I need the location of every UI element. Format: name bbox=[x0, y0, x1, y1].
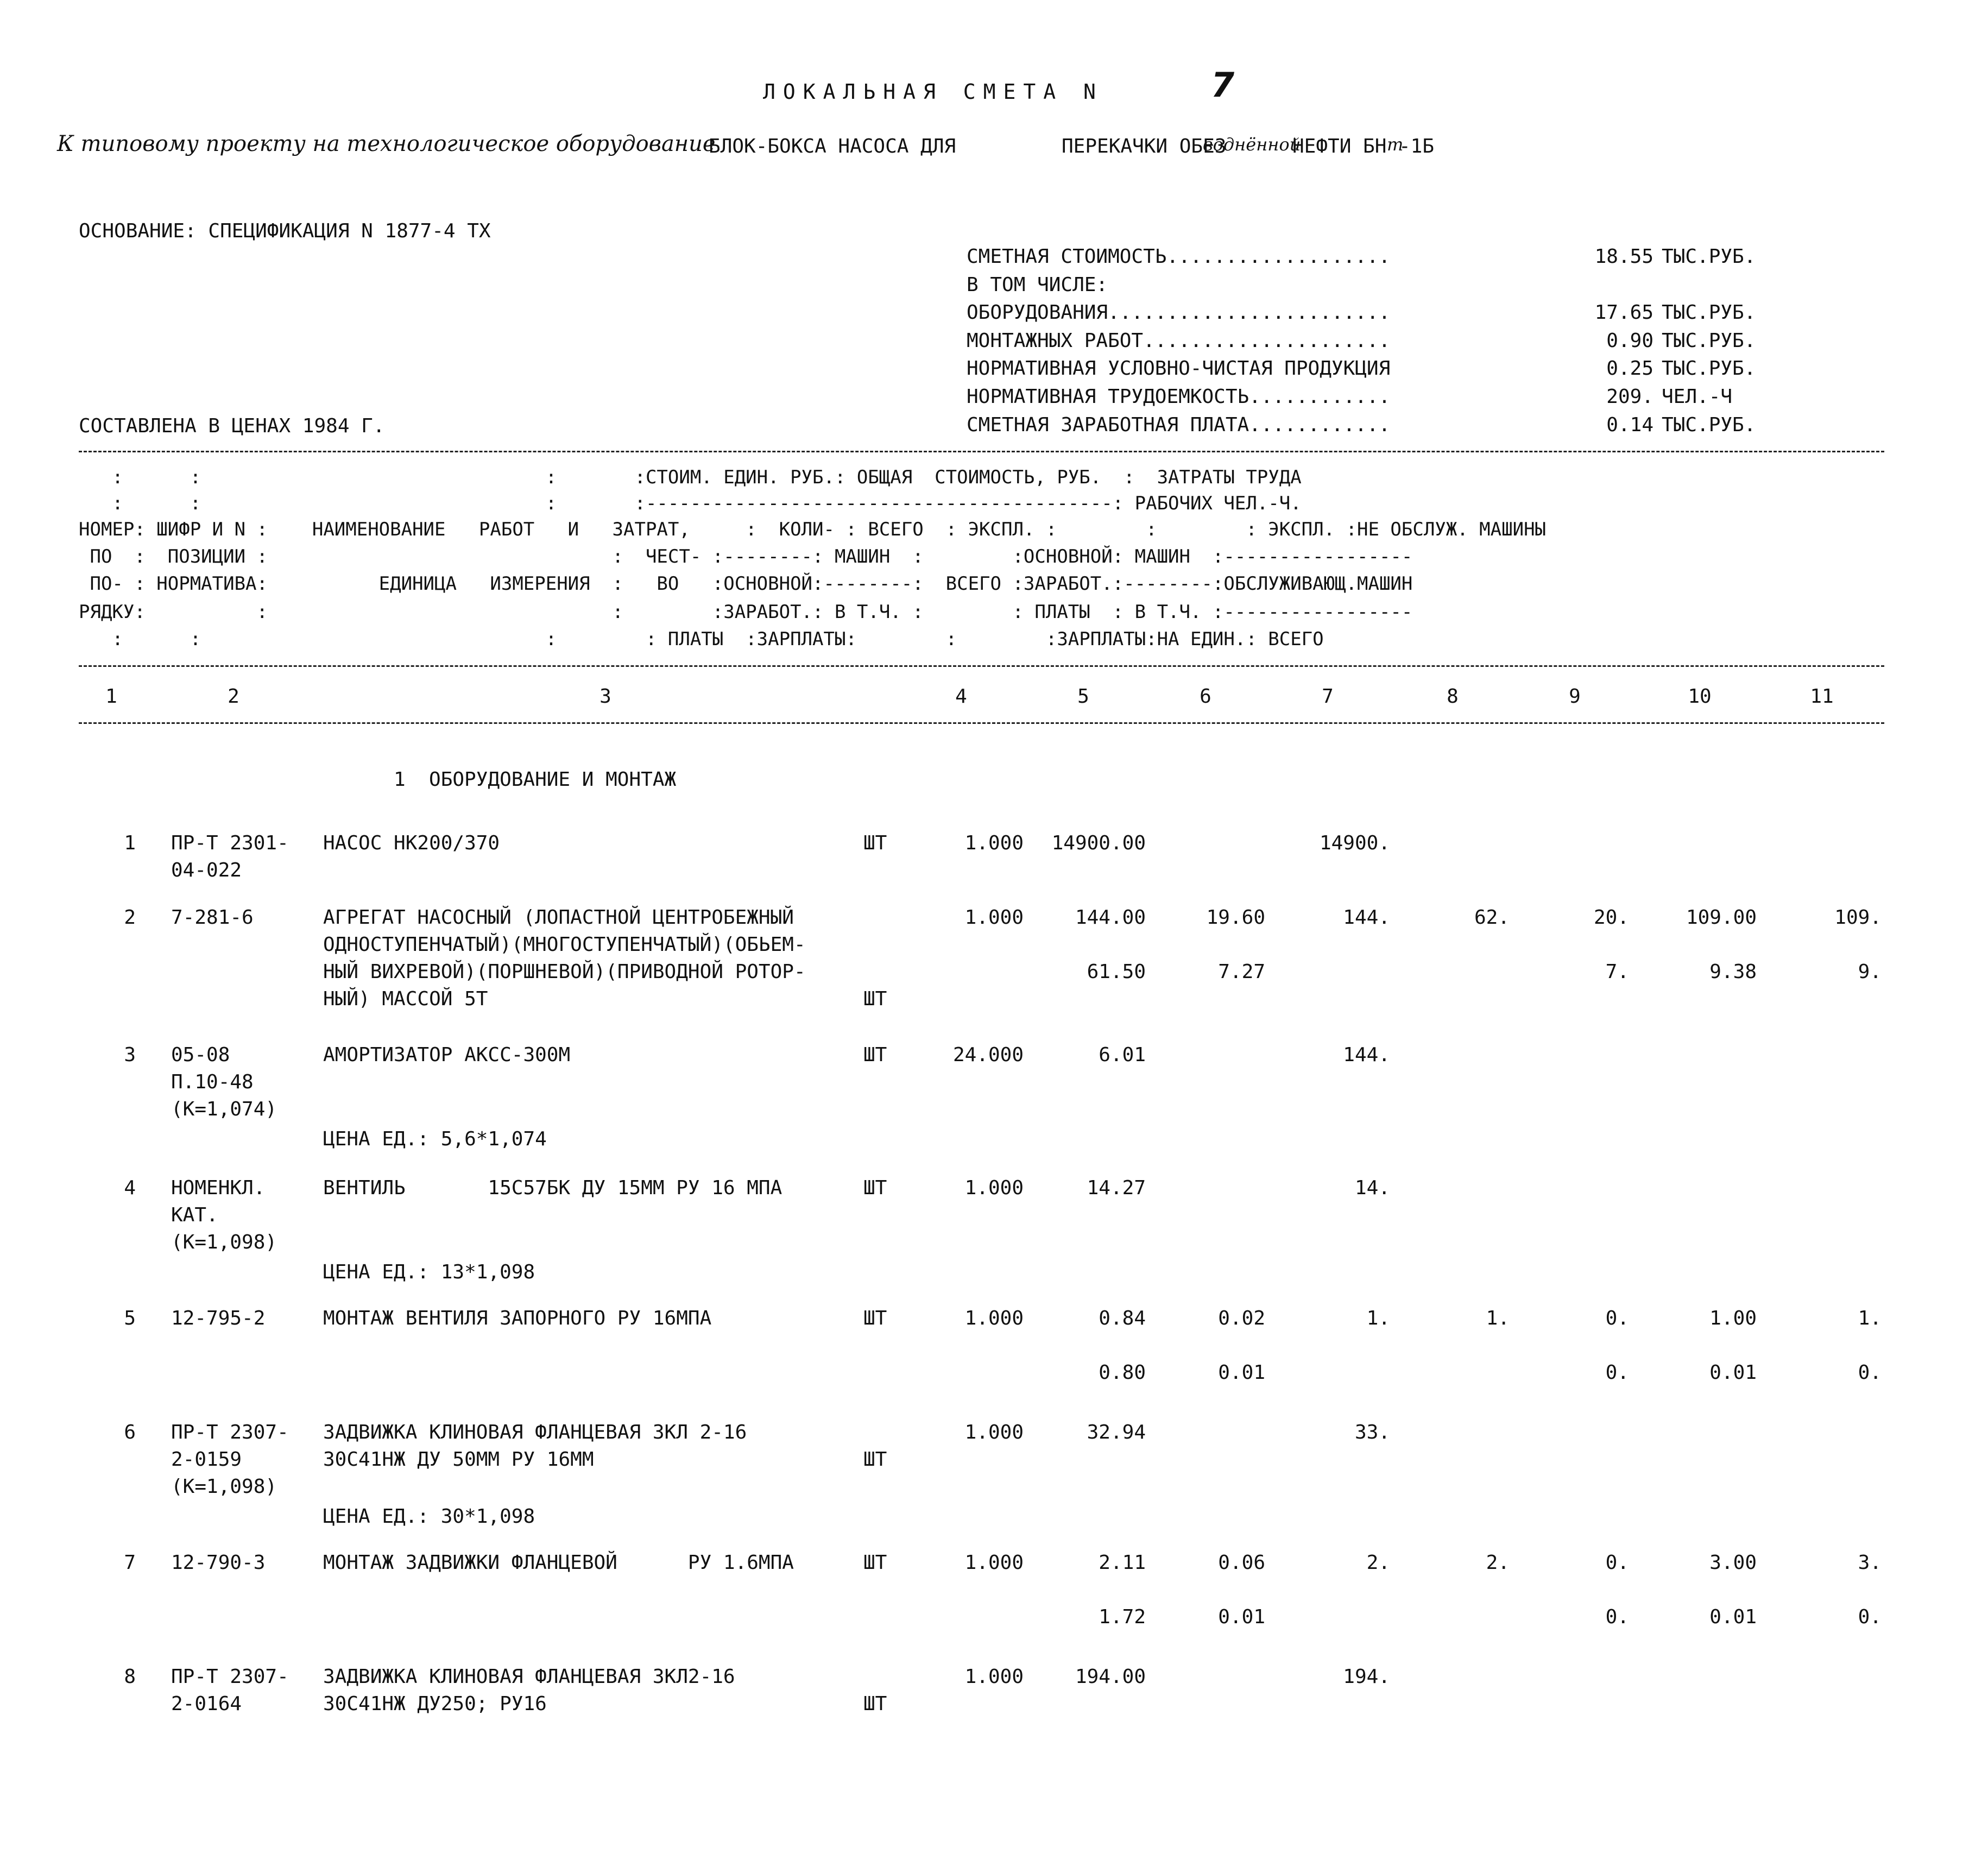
table-header-line: РЯДКУ: : : :ЗАРАБОТ.: В Т.Ч. : : ПЛАТЫ : В Т.Ч. :----------------- bbox=[79, 601, 1413, 623]
col-number: 5 bbox=[1077, 685, 1089, 708]
unit-of-measure: ШТ bbox=[863, 832, 887, 854]
cell-c6-wage: 7.27 bbox=[1218, 961, 1265, 983]
quantity: 1.000 bbox=[964, 1421, 1024, 1443]
cell-c7: 1. bbox=[1366, 1307, 1390, 1329]
summary-unit: ТЫС.РУБ. bbox=[1662, 357, 1756, 380]
section-title: 1 ОБОРУДОВАНИЕ И МОНТАЖ bbox=[394, 768, 677, 791]
quantity: 1.000 bbox=[964, 906, 1024, 929]
norm-code: 2-0159 bbox=[171, 1448, 242, 1471]
table-header-line: : : : : ПЛАТЫ :ЗАРПЛАТЫ: : :ЗАРПЛАТЫ:НА ЕДИН.: ВСЕГО bbox=[79, 628, 1324, 650]
col-number: 3 bbox=[599, 685, 611, 708]
work-name: МОНТАЖ ЗАДВИЖКИ ФЛАНЦЕВОЙ РУ 1.6МПА bbox=[323, 1552, 794, 1574]
summary-unit: ТЫС.РУБ. bbox=[1662, 330, 1756, 352]
cell-c6: 19.60 bbox=[1206, 906, 1265, 929]
work-name: НЫЙ ВИХРЕВОЙ)(ПОРШНЕВОЙ)(ПРИВОДНОЙ РОТОР- bbox=[323, 961, 806, 983]
table-header-line: НОМЕР: ШИФР И N : НАИМЕНОВАНИЕ РАБОТ И ЗАТРАТ, : КОЛИ- : ВСЕГО : ЭКСПЛ. : : : ЭКСПЛ. :НЕ ОБСЛУЖ. МАШИНЫ bbox=[79, 519, 1547, 540]
summary-unit: ТЫС.РУБ. bbox=[1662, 245, 1756, 268]
cell-c5: 194.00 bbox=[1075, 1666, 1146, 1688]
unit-of-measure: ШТ bbox=[863, 1448, 887, 1471]
work-name: МОНТАЖ ВЕНТИЛЯ ЗАПОРНОГО РУ 16МПА bbox=[323, 1307, 712, 1329]
summary-value: 18.55 bbox=[1594, 245, 1653, 268]
cell-c10: 3.00 bbox=[1709, 1552, 1757, 1574]
work-name: АГРЕГАТ НАСОСНЫЙ (ЛОПАСТНОЙ ЦЕНТРОБЕЖНЫЙ bbox=[323, 906, 794, 929]
cell-c7: 14. bbox=[1354, 1177, 1390, 1199]
summary-value: 0.25 bbox=[1606, 357, 1653, 380]
unit-of-measure: ШТ bbox=[863, 1693, 887, 1715]
cell-c11-wage: 0. bbox=[1858, 1606, 1882, 1628]
summary-value: 17.65 bbox=[1594, 301, 1653, 324]
norm-code: П.10-48 bbox=[171, 1071, 254, 1093]
norm-code: 12-790-3 bbox=[171, 1552, 266, 1574]
cell-c10-wage: 9.38 bbox=[1709, 961, 1757, 983]
cell-c10: 109.00 bbox=[1686, 906, 1757, 929]
unit-of-measure: ШТ bbox=[863, 1177, 887, 1199]
basis-line: ОСНОВАНИЕ: СПЕЦИФИКАЦИЯ N 1877-4 ТХ bbox=[79, 220, 491, 242]
col-number: 6 bbox=[1200, 685, 1211, 708]
cell-c8: 1. bbox=[1486, 1307, 1510, 1329]
norm-code: 7-281-6 bbox=[171, 906, 254, 929]
summary-unit: ТЫС.РУБ. bbox=[1662, 414, 1756, 436]
norm-code: НОМЕНКЛ. bbox=[171, 1177, 266, 1199]
cell-c10: 1.00 bbox=[1709, 1307, 1757, 1329]
document-number: 7 bbox=[1211, 65, 1235, 105]
cell-c10-wage: 0.01 bbox=[1709, 1361, 1757, 1384]
row-number: 7 bbox=[124, 1552, 136, 1574]
summary-label: СМЕТНАЯ СТОИМОСТЬ................... bbox=[967, 245, 1391, 268]
cell-c7: 144. bbox=[1343, 906, 1390, 929]
cell-c9: 0. bbox=[1605, 1552, 1629, 1574]
cell-c7: 14900. bbox=[1319, 832, 1390, 854]
cell-c10-wage: 0.01 bbox=[1709, 1606, 1757, 1628]
row-number: 2 bbox=[124, 906, 136, 929]
cell-c9-wage: 7. bbox=[1605, 961, 1629, 983]
cell-c9: 20. bbox=[1593, 906, 1629, 929]
col-number: 10 bbox=[1688, 685, 1712, 708]
cell-c6-wage: 0.01 bbox=[1218, 1606, 1265, 1628]
col-number: 11 bbox=[1810, 685, 1834, 708]
unit-of-measure: ШТ bbox=[863, 1552, 887, 1574]
cell-c5: 6.01 bbox=[1099, 1044, 1146, 1066]
cell-c11: 109. bbox=[1834, 906, 1882, 929]
table-header-line: : : : :СТОИМ. ЕДИН. РУБ.: ОБЩАЯ СТОИМОСТЬ, РУБ. : ЗАТРАТЫ ТРУДА bbox=[79, 466, 1302, 488]
cell-c5: 32.94 bbox=[1087, 1421, 1146, 1443]
summary-label: НОРМАТИВНАЯ ТРУДОЕМКОСТЬ............ bbox=[967, 386, 1391, 408]
summary-label: ОБОРУДОВАНИЯ........................ bbox=[967, 301, 1391, 324]
cell-c9: 0. bbox=[1605, 1307, 1629, 1329]
quantity: 1.000 bbox=[964, 1177, 1024, 1199]
project-handwritten-b: воднённой bbox=[1203, 134, 1301, 155]
cell-c6-wage: 0.01 bbox=[1218, 1361, 1265, 1384]
row-number: 3 bbox=[124, 1044, 136, 1066]
cell-c8: 2. bbox=[1486, 1552, 1510, 1574]
table-header-line: ПО- : НОРМАТИВА: ЕДИНИЦА ИЗМЕРЕНИЯ : ВО :ОСНОВНОЙ:--------: ВСЕГО :ЗАРАБОТ.:--------:ОБСЛУЖИВАЮЩ.МАШИН bbox=[79, 573, 1413, 595]
cell-c7: 194. bbox=[1343, 1666, 1390, 1688]
cell-c7: 33. bbox=[1354, 1421, 1390, 1443]
project-typed-b: ПЕРЕКАЧКИ ОБЕЗ bbox=[1062, 135, 1227, 157]
work-name: НАСОС НК200/370 bbox=[323, 832, 500, 854]
cell-c11-wage: 9. bbox=[1858, 961, 1882, 983]
row-number: 5 bbox=[124, 1307, 136, 1329]
cell-c5: 144.00 bbox=[1075, 906, 1146, 929]
unit-of-measure: ШТ bbox=[863, 1307, 887, 1329]
table-header-line: ПО : ПОЗИЦИИ : : ЧЕСТ- :--------: МАШИН : :ОСНОВНОЙ: МАШИН :----------------- bbox=[79, 546, 1413, 568]
col-number: 8 bbox=[1447, 685, 1459, 708]
unit-price-note: ЦЕНА ЕД.: 13*1,098 bbox=[323, 1261, 535, 1283]
project-typed-c: НЕФТИ БН bbox=[1292, 135, 1387, 157]
table-header-line: : : : :------------------------------------------: РАБОЧИХ ЧЕЛ.-Ч. bbox=[79, 493, 1302, 514]
unit-of-measure: ШТ bbox=[863, 988, 887, 1010]
summary-value: 0.14 bbox=[1606, 414, 1653, 436]
divider bbox=[79, 722, 1884, 724]
unit-price-note: ЦЕНА ЕД.: 30*1,098 bbox=[323, 1505, 535, 1528]
norm-code: ПР-Т 2307- bbox=[171, 1666, 289, 1688]
summary-value: 0.90 bbox=[1606, 330, 1653, 352]
norm-code: КАТ. bbox=[171, 1204, 218, 1226]
divider bbox=[79, 665, 1884, 667]
norm-code: 05-08 bbox=[171, 1044, 230, 1066]
col-number: 7 bbox=[1322, 685, 1334, 708]
col-number: 1 bbox=[105, 685, 117, 708]
quantity: 1.000 bbox=[964, 1666, 1024, 1688]
row-number: 1 bbox=[124, 832, 136, 854]
prices-line: СОСТАВЛЕНА В ЦЕНАХ 1984 Г. bbox=[79, 415, 385, 437]
col-number: 9 bbox=[1569, 685, 1581, 708]
summary-label: НОРМАТИВНАЯ УСЛОВНО-ЧИСТАЯ ПРОДУКЦИЯ bbox=[967, 357, 1391, 380]
cell-c11: 3. bbox=[1858, 1552, 1882, 1574]
cell-c6: 0.02 bbox=[1218, 1307, 1265, 1329]
summary-label: СМЕТНАЯ ЗАРАБОТНАЯ ПЛАТА............ bbox=[967, 414, 1391, 436]
cell-c5-wage: 61.50 bbox=[1087, 961, 1146, 983]
norm-code: 2-0164 bbox=[171, 1693, 242, 1715]
cell-c6: 0.06 bbox=[1218, 1552, 1265, 1574]
row-number: 4 bbox=[124, 1177, 136, 1199]
norm-code: 04-022 bbox=[171, 859, 242, 881]
work-name: ЗАДВИЖКА КЛИНОВАЯ ФЛАНЦЕВАЯ ЗКЛ2-16 bbox=[323, 1666, 735, 1688]
project-handwritten-c: т bbox=[1387, 134, 1404, 155]
work-name: 30С41НЖ ДУ 50ММ РУ 16ММ bbox=[323, 1448, 594, 1471]
summary-unit: ТЫС.РУБ. bbox=[1662, 301, 1756, 324]
summary-label: МОНТАЖНЫХ РАБОТ..................... bbox=[967, 330, 1391, 352]
cell-c5: 2.11 bbox=[1099, 1552, 1146, 1574]
cell-c8: 62. bbox=[1474, 906, 1510, 929]
norm-code: (K=1,098) bbox=[171, 1476, 277, 1498]
cell-c11: 1. bbox=[1858, 1307, 1882, 1329]
work-name: АМОРТИЗАТОР АКСС-300М bbox=[323, 1044, 571, 1066]
document-title: ЛОКАЛЬНАЯ СМЕТА N bbox=[763, 80, 1103, 104]
row-number: 8 bbox=[124, 1666, 136, 1688]
norm-code: ПР-Т 2301- bbox=[171, 832, 289, 854]
cell-c5-wage: 0.80 bbox=[1099, 1361, 1146, 1384]
cell-c11-wage: 0. bbox=[1858, 1361, 1882, 1384]
project-handwritten: К типовому проекту на технологическое оборудование bbox=[57, 131, 716, 156]
work-name: ВЕНТИЛЬ 15С57БК ДУ 15ММ РУ 16 МПА bbox=[323, 1177, 782, 1199]
quantity: 24.000 bbox=[952, 1044, 1024, 1066]
norm-code: ПР-Т 2307- bbox=[171, 1421, 289, 1443]
cell-c5: 14900.00 bbox=[1051, 832, 1146, 854]
unit-of-measure: ШТ bbox=[863, 1044, 887, 1066]
cell-c7: 2. bbox=[1366, 1552, 1390, 1574]
unit-price-note: ЦЕНА ЕД.: 5,6*1,074 bbox=[323, 1128, 547, 1150]
work-name: ОДНОСТУПЕНЧАТЫЙ)(МНОГОСТУПЕНЧАТЫЙ)(ОБЬЕМ- bbox=[323, 934, 806, 956]
cell-c9-wage: 0. bbox=[1605, 1606, 1629, 1628]
work-name: 30С41НЖ ДУ250; РУ16 bbox=[323, 1693, 547, 1715]
cell-c5: 0.84 bbox=[1099, 1307, 1146, 1329]
quantity: 1.000 bbox=[964, 1552, 1024, 1574]
quantity: 1.000 bbox=[964, 832, 1024, 854]
col-number: 2 bbox=[228, 685, 239, 708]
work-name: НЫЙ) МАССОЙ 5Т bbox=[323, 988, 488, 1010]
norm-code: 12-795-2 bbox=[171, 1307, 266, 1329]
work-name: ЗАДВИЖКА КЛИНОВАЯ ФЛАНЦЕВАЯ ЗКЛ 2-16 bbox=[323, 1421, 747, 1443]
quantity: 1.000 bbox=[964, 1307, 1024, 1329]
summary-label: В ТОМ ЧИСЛЕ: bbox=[967, 274, 1108, 296]
summary-unit: ЧЕЛ.-Ч bbox=[1662, 386, 1733, 408]
summary-value: 209. bbox=[1606, 386, 1653, 408]
col-number: 4 bbox=[955, 685, 967, 708]
cell-c5-wage: 1.72 bbox=[1099, 1606, 1146, 1628]
cell-c9-wage: 0. bbox=[1605, 1361, 1629, 1384]
project-typed-d: -1Б bbox=[1399, 135, 1435, 157]
project-typed-a: БЛОК-БОКСА НАСОСА ДЛЯ bbox=[709, 135, 956, 157]
norm-code: (K=1,098) bbox=[171, 1231, 277, 1253]
cell-c7: 144. bbox=[1343, 1044, 1390, 1066]
divider bbox=[79, 451, 1884, 452]
row-number: 6 bbox=[124, 1421, 136, 1443]
norm-code: (K=1,074) bbox=[171, 1098, 277, 1120]
cell-c5: 14.27 bbox=[1087, 1177, 1146, 1199]
